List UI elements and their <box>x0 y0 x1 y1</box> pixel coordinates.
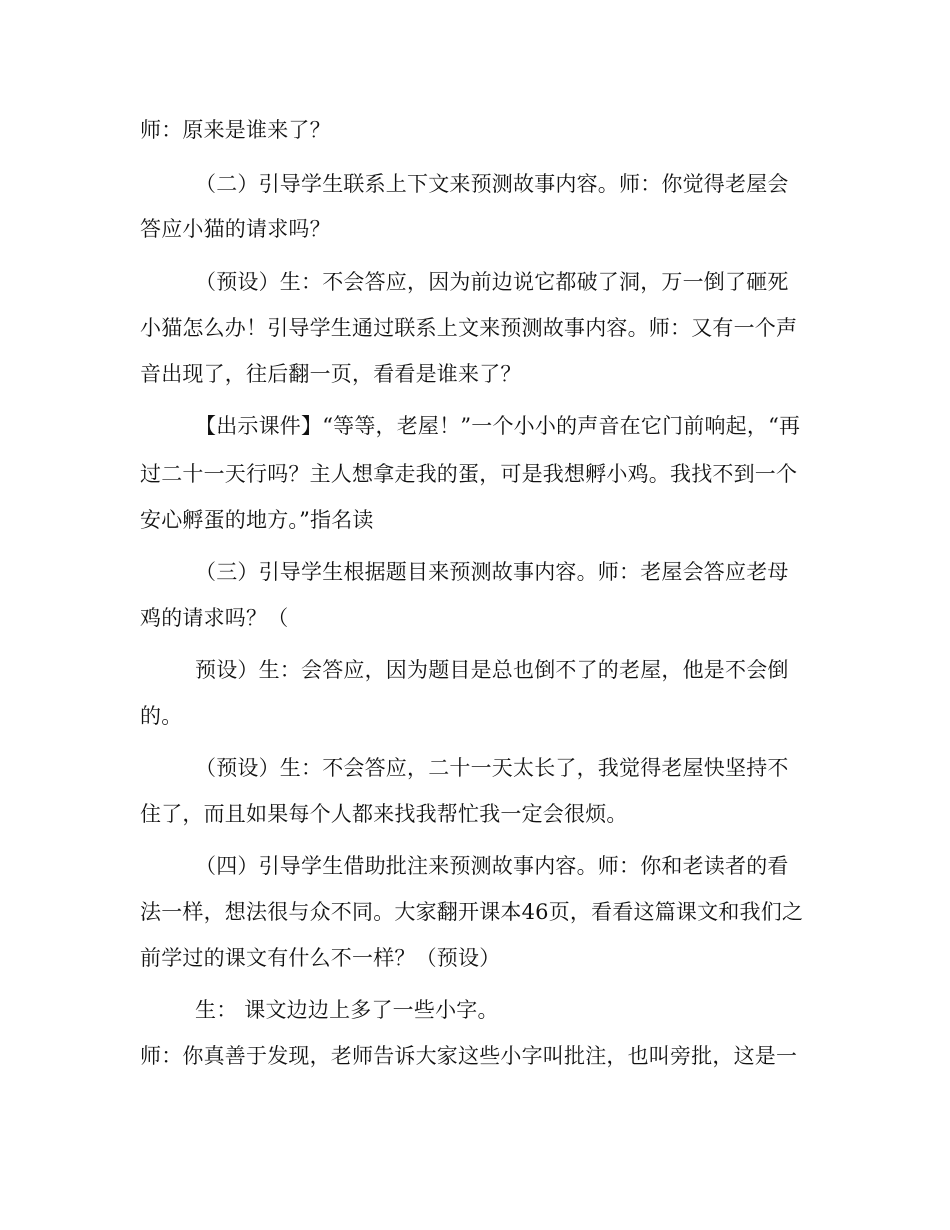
text-line: 鸡的请求吗？（ <box>140 606 289 630</box>
text-line: 生： 课文边边上多了一些小字。 <box>195 998 499 1022</box>
text-line: 安心孵蛋的地方。”指名读 <box>140 508 374 532</box>
text-line: 答应小猫的请求吗？ <box>140 217 331 241</box>
text-line: 师：你真善于发现，老师告诉大家这些小字叫批注，也叫旁批，这是一 <box>140 1044 798 1068</box>
text-line: 的。 <box>140 704 183 728</box>
text-line: 师：原来是谁来了？ <box>140 118 331 142</box>
text-line: 过二十一天行吗？主人想拿走我的蛋，可是我想孵小鸡。我找不到一个 <box>140 462 798 486</box>
text-line: （四）引导学生借助批注来预测故事内容。师：你和老读者的看 <box>195 854 789 878</box>
text-line: 【出示课件】“等等，老屋！”一个小小的声音在它门前响起，“再 <box>195 414 801 438</box>
text-line: 预设）生：会答应，因为题目是总也倒不了的老屋，他是不会倒 <box>195 658 789 682</box>
text-line: （预设）生：不会答应，因为前边说它都破了洞，万一倒了砸死 <box>195 270 789 294</box>
text-line: （二）引导学生联系上下文来预测故事内容。师：你觉得老屋会 <box>195 172 789 196</box>
text-line: 法一样，想法很与众不同。大家翻开课本46页，看看这篇课文和我们之 <box>140 900 804 924</box>
text-line: （预设）生：不会答应，二十一天太长了，我觉得老屋快坚持不 <box>195 756 789 780</box>
text-line: 小猫怎么办！引导学生通过联系上文来预测故事内容。师：又有一个声 <box>140 316 798 340</box>
text-line: 前学过的课文有什么不一样？（预设） <box>140 946 501 970</box>
text-line: 音出现了，往后翻一页，看看是谁来了？ <box>140 362 522 386</box>
text-line: 住了，而且如果每个人都来找我帮忙我一定会很烦。 <box>140 802 628 826</box>
text-line: （三）引导学生根据题目来预测故事内容。师：老屋会答应老母 <box>195 560 789 584</box>
